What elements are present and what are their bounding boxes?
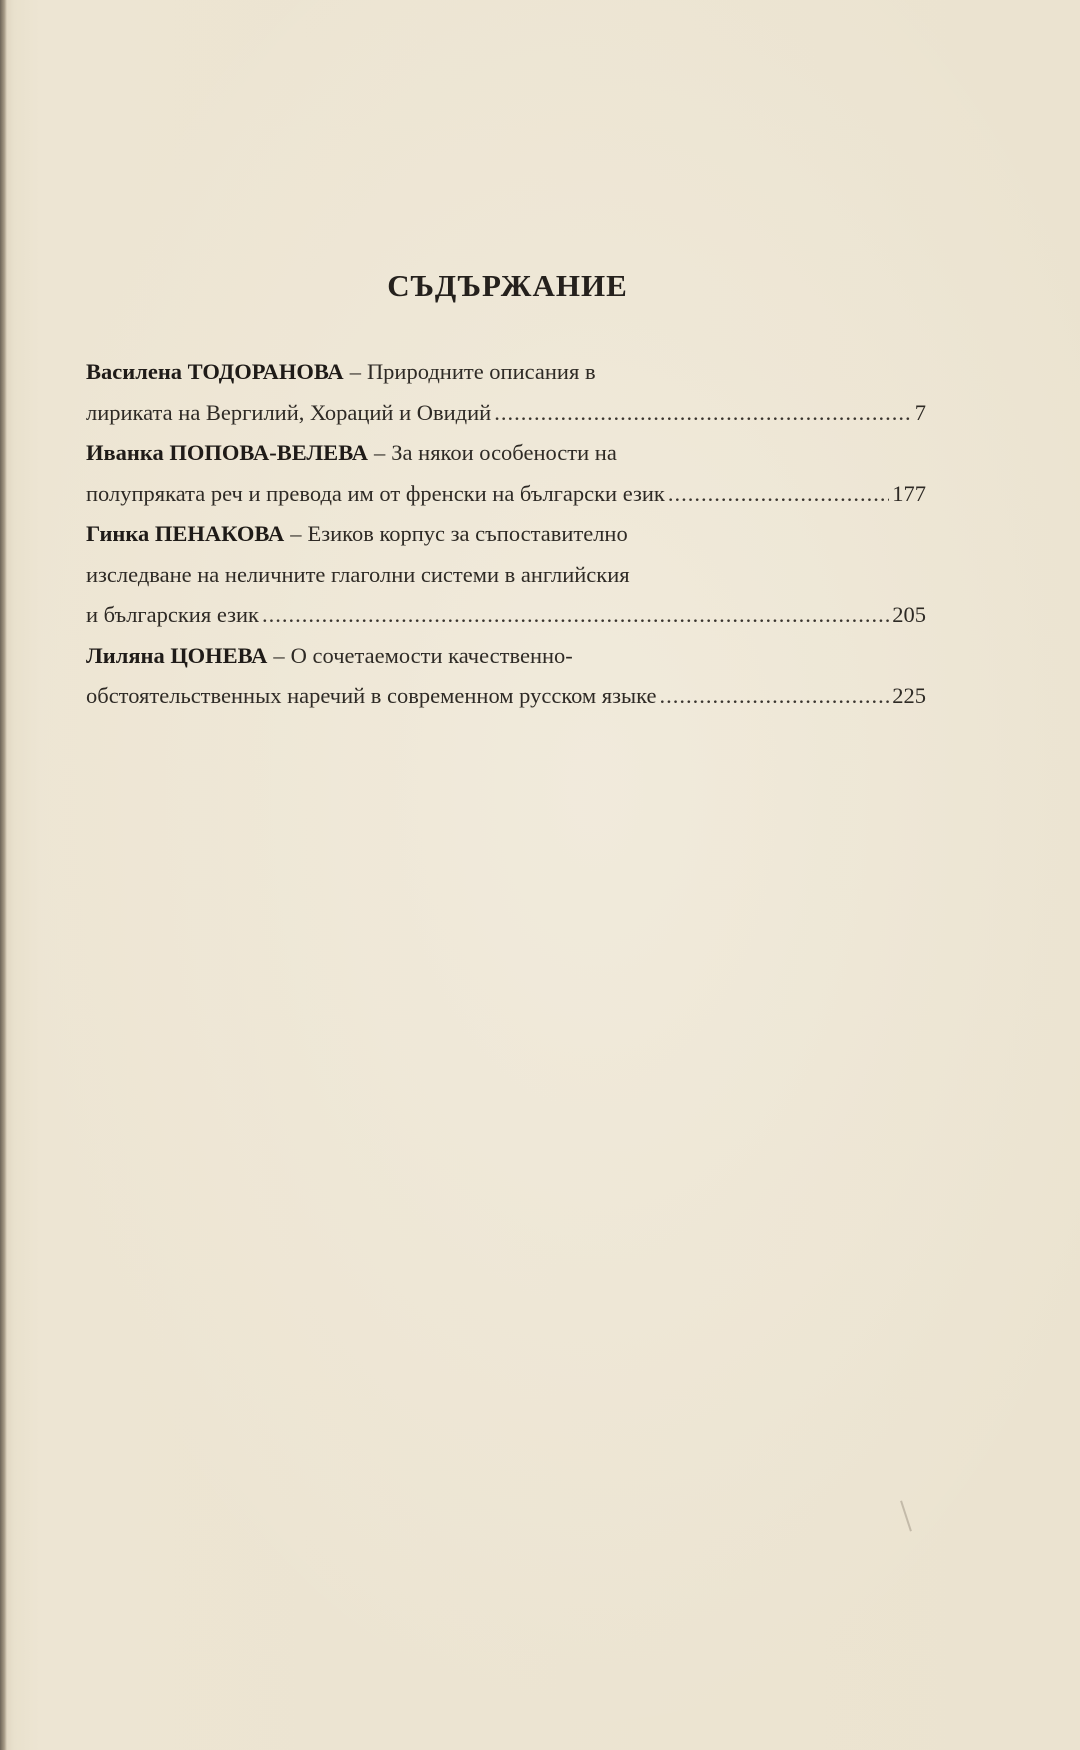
toc-entry-3-title-line-1: Езиков корпус за съпоставително <box>307 521 628 546</box>
toc-entry-3-line-1 <box>86 514 926 555</box>
toc-entry-2-leader-dots <box>668 474 889 515</box>
contents-heading: СЪДЪРЖАНИЕ <box>387 268 628 303</box>
toc-entry-3-page-number: 205 <box>892 602 926 627</box>
table-of-contents <box>86 352 926 717</box>
toc-entry-2-title-line-1: За някои особености на <box>391 440 617 465</box>
toc-entry-2-author: Иванка ПОПОВА-ВЕЛЕВА <box>86 440 369 465</box>
toc-entry-4-page-number: 225 <box>892 683 926 708</box>
toc-entry-1-author: Василена ТОДОРАНОВА <box>86 359 344 384</box>
toc-entry-4-title-line-2: обстоятельственных наречий в современном русском языке <box>86 683 657 708</box>
toc-entry-1-title-line-2: лириката на Вергилий, Хораций и Овидий <box>86 399 492 425</box>
toc-entry-2-line-1 <box>86 433 926 474</box>
toc-entry-1-separator: – <box>349 359 361 384</box>
paper-scratch-mark <box>900 1500 912 1531</box>
toc-entry-3-title-line-3: и българския език <box>86 602 259 627</box>
toc-entry-3-line-3 <box>86 595 926 636</box>
toc-entry-1-page-number: 7 <box>914 399 926 425</box>
toc-entry-1-line-1 <box>86 352 926 393</box>
toc-entry-4-line-2 <box>86 676 926 717</box>
toc-entry-4-separator: – <box>273 642 285 668</box>
toc-entry-3-leader-dots <box>262 595 889 636</box>
toc-entry-1-leader-dots <box>494 393 912 434</box>
toc-entry-3-title-line-2: изследване на неличните глаголни системи в английския <box>86 561 630 587</box>
toc-entry-4-author: Лиляна ЦОНЕВА <box>86 642 268 668</box>
toc-entry-2-separator: – <box>374 440 386 465</box>
toc-entry-2-page-number: 177 <box>892 480 926 506</box>
toc-entry-2-title-line-2: полупряката реч и превода им от френски на български език <box>86 480 665 506</box>
toc-entry-1-title-line-1: Природните описания в <box>366 359 596 384</box>
toc-entry-3-separator: – <box>290 521 302 546</box>
toc-entry-4-line-1 <box>86 636 926 677</box>
toc-entry-4-leader-dots <box>660 676 890 717</box>
toc-entry-2-line-2 <box>86 474 926 515</box>
page-spine-edge <box>0 0 7 1750</box>
toc-entry-4-title-line-1: О сочетаемости качественно- <box>290 642 573 668</box>
toc-entry-3-line-2 <box>86 555 926 596</box>
toc-entry-3-author: Гинка ПЕНАКОВА <box>86 521 285 546</box>
toc-entry-1-line-2 <box>86 393 926 434</box>
